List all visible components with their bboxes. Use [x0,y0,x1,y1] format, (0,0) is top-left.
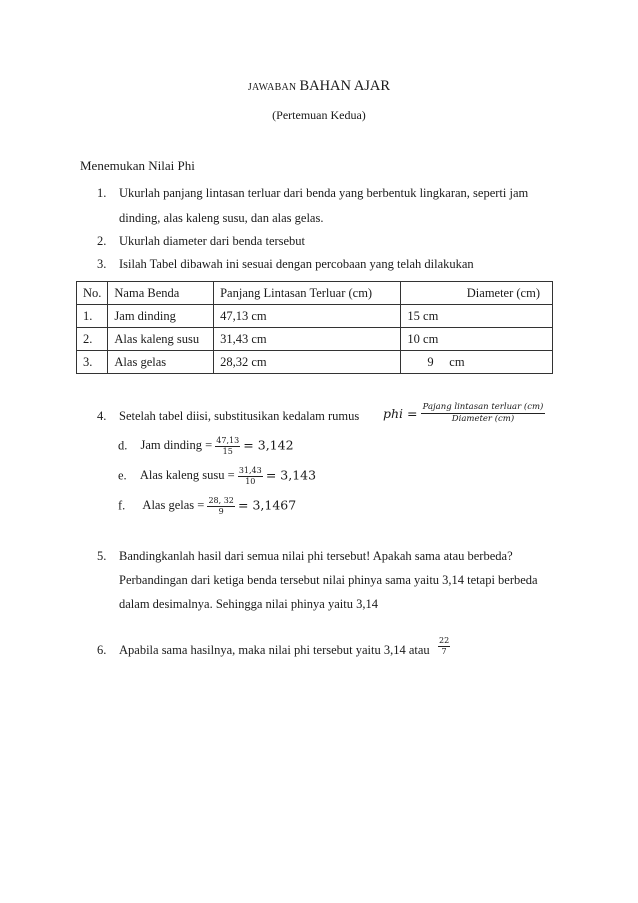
calc-letter: e. [118,468,127,483]
phi-formula [383,402,545,425]
calc-denominator: 9 [218,507,224,516]
cell-panjang: 47,13 cm [214,305,401,328]
header-no: No. [77,282,108,305]
step-text: Isilah Tabel dibawah ini sesuai dengan percobaan yang telah dilakukan [119,257,474,271]
cell-panjang: 28,32 cm [214,351,401,374]
header-nama-benda: Nama Benda [108,282,214,305]
document-title [0,78,638,95]
title-prefix: JAWABAN [247,82,297,93]
formula-lhs: phi = [383,406,418,421]
step-text: Setelah tabel diisi, substitusikan kedalam rumus [119,409,360,423]
table-header-row [77,282,553,305]
calc-fraction [238,466,263,487]
calc-letter: f. [118,498,126,513]
cell-diameter: 10 cm [401,328,553,351]
fraction-22-7 [438,636,450,657]
fraction-numerator: 22 [439,636,450,645]
cell-nama: Jam dinding [108,305,214,328]
document-subtitle: (Pertemuan Kedua) [272,108,366,122]
step-answer-line-1: Perbandingan dari ketiga benda tersebut nilai phinya sama yaitu 3,14 tetapi berbeda [119,573,538,587]
calc-result: = 3,1467 [238,497,297,513]
fraction-denominator: 7 [441,647,447,656]
calc-numerator: 31,43 [238,466,262,475]
formula-numerator: Pajang lintasan terluar (cm) [422,402,544,412]
step-text: Ukurlah diameter dari benda tersebut [119,234,306,248]
step-number: 2. [97,234,107,248]
header-diameter: Diameter (cm) [401,282,553,305]
calc-label: Alas kaleng susu = [139,468,235,483]
cell-panjang: 31,43 cm [214,328,401,351]
step-number: 5. [97,549,107,563]
cell-diameter: 15 cm [401,305,553,328]
step-number: 6. [97,643,107,657]
calc-numerator: 47,13 [216,436,240,445]
calc-denominator: 10 [245,477,256,486]
calc-label: Alas gelas = [142,498,205,513]
step-text: Ukurlah panjang lintasan terluar dari benda yang berbentuk lingkaran, seperti jam [119,186,529,200]
cell-no: 2. [77,328,108,351]
calc-numerator: 28, 32 [208,496,234,505]
table-row [77,305,553,328]
calc-denominator: 15 [222,447,233,456]
title-main: BAHAN AJAR [299,78,391,94]
calc-label: Jam dinding = [140,438,213,453]
calc-result: = 3,143 [265,467,317,483]
table-row [77,328,553,351]
formula-denominator: Diameter (cm) [451,414,515,424]
calc-fraction [215,436,240,457]
table-row [77,351,553,374]
calc-fraction [207,496,234,517]
cell-diameter: 9 cm [401,351,553,374]
calc-alas-kaleng-susu [118,466,316,487]
cell-no: 1. [77,305,108,328]
formula-fraction [421,402,546,425]
step-number: 4. [97,409,107,423]
step-number: 1. [97,186,107,200]
measurement-table [76,281,553,374]
step-text: Bandingkanlah hasil dari semua nilai phi tersebut! Apakah sama atau berbeda? [119,549,513,563]
header-panjang-lintasan: Panjang Lintasan Terluar (cm) [214,282,401,305]
fraction [438,636,450,657]
calc-jam-dinding [118,436,294,457]
cell-nama: Alas kaleng susu [108,328,214,351]
cell-nama: Alas gelas [108,351,214,374]
calc-alas-gelas [118,496,296,517]
cell-no: 3. [77,351,108,374]
calc-result: = 3,142 [243,437,294,453]
step-text: Apabila sama hasilnya, maka nilai phi tersebut yaitu 3,14 atau [119,643,430,657]
section-heading: Menemukan Nilai Phi [80,158,195,173]
step-text-continued: dinding, alas kaleng susu, dan alas gelas. [119,211,324,225]
step-answer-line-2: dalam desimalnya. Sehingga nilai phinya yaitu 3,14 [119,597,378,611]
step-number: 3. [97,257,107,271]
calc-letter: d. [118,438,128,453]
